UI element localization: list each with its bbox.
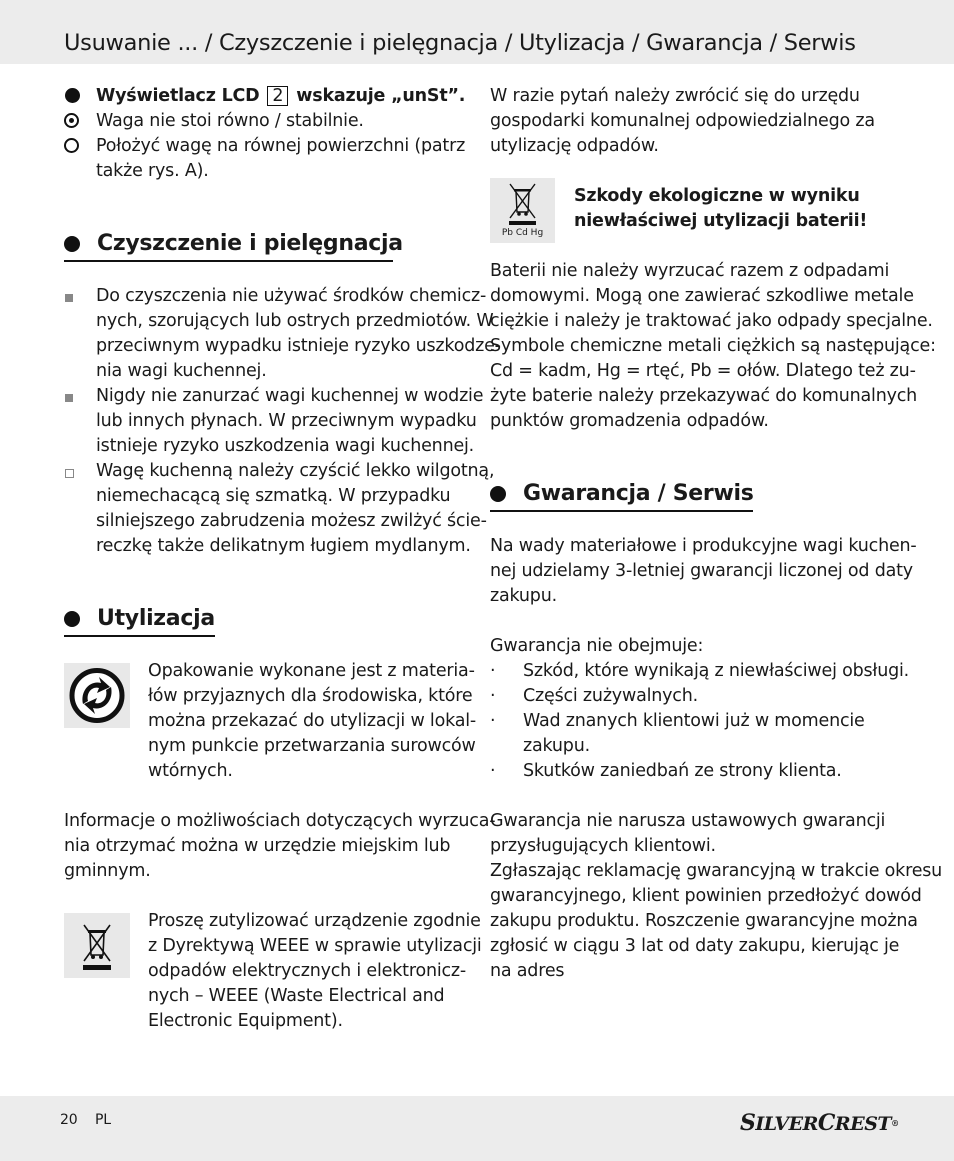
warranty-closing-line: zgłosić w ciągu 3 lat od daty zakupu, kierując je [490, 936, 900, 956]
battery-text-line: żyte baterie należy przekazywać do komunalnych [490, 386, 918, 406]
weee-line: Electronic Equipment). [148, 1011, 343, 1031]
warranty-intro-line: nej udzielamy 3-letniej gwarancji liczonej od daty [490, 561, 913, 581]
battery-text-line: Symbole chemiczne metali ciężkich są następujące: [490, 336, 936, 356]
battery-warning-line: niewłaściwej utylizacji baterii! [574, 211, 868, 231]
remedy-line: Położyć wagę na równej powierzchni (patrz [96, 136, 466, 156]
warranty-intro-line: zakupu. [490, 586, 557, 606]
display-ref-number: 2 [267, 86, 288, 106]
battery-text-line: punktów gromadzenia odpadów. [490, 411, 769, 431]
warranty-closing-line: Gwarancja nie narusza ustawowych gwarancji [490, 811, 886, 831]
cleaning-heading: Czyszczenie i pielęgnacja [97, 231, 403, 256]
exclusion-item: Szkód, które wynikają z niewłaściwej obsługi. [523, 661, 910, 681]
problem-bullet-icon [65, 88, 80, 103]
battery-text-line: domowymi. Mogą one zawierać szkodliwe metale [490, 286, 914, 306]
warranty-intro-line: Na wady materiałowe i produkcyjne wagi kuchen- [490, 536, 917, 556]
cleaning-line: Nigdy nie zanurzać wagi kuchennej w wodzie [96, 386, 484, 406]
heading-underline [64, 260, 393, 262]
cleaning-line: niemechacącą się szmatką. W przypadku [96, 486, 451, 506]
warranty-closing-line: przysługujących klientowi. [490, 836, 716, 856]
packaging-line: wtórnych. [148, 761, 233, 781]
list-bullet: · [490, 711, 496, 731]
cleaning-line: istnieje ryzyko uszkodzenia wagi kuchennej. [96, 436, 475, 456]
warranty-closing-line: Zgłaszając reklamację gwarancyjną w trakcie okresu [490, 861, 943, 881]
battery-warning-line: Szkody ekologiczne w wyniku [574, 186, 860, 206]
packaging-line: nym punkcie przetwarzania surowców [148, 736, 476, 756]
contact-line: W razie pytań należy zwrócić się do urzędu [490, 86, 860, 106]
language-code: PL [95, 1112, 111, 1128]
recycling-icon [64, 663, 130, 728]
list-bullet: · [490, 686, 496, 706]
disposal-heading: Utylizacja [97, 606, 215, 631]
cleaning-line: silniejszego zabrudzenia możesz zwilżyć ście- [96, 511, 487, 531]
exclusion-item: Wad znanych klientowi już w momencie [523, 711, 865, 731]
brand-logo: SILVERCREST® [740, 1110, 899, 1136]
battery-icon-label: Pb Cd Hg [501, 228, 544, 238]
heading-underline [490, 510, 753, 512]
weee-line: odpadów elektrycznych i elektronicz- [148, 961, 467, 981]
cleaning-line: nych, szorujących lub ostrych przedmiotów. W [96, 311, 494, 331]
battery-text-line: ciężkie i należy je traktować jako odpady specjalne. [490, 311, 933, 331]
warranty-heading: Gwarancja / Serwis [523, 481, 754, 506]
square-bullet-icon [65, 294, 73, 302]
page-title: Usuwanie ... / Czyszczenie i pielęgnacja / Utylizacja / Gwarancja / Serwis [64, 30, 856, 56]
exclusion-item: Skutków zaniedbań ze strony klienta. [523, 761, 842, 781]
disposal-info-line: gminnym. [64, 861, 151, 881]
list-bullet: · [490, 761, 496, 781]
exclusion-item: zakupu. [523, 736, 590, 756]
section-bullet-icon [64, 236, 80, 252]
warranty-closing-line: na adres [490, 961, 565, 981]
disposal-info-line: nia otrzymać można w urzędzie miejskim lub [64, 836, 451, 856]
list-bullet: · [490, 661, 496, 681]
cleaning-line: Do czyszczenia nie używać środków chemicz- [96, 286, 487, 306]
cleaning-line: lub innych płynach. W przeciwnym wypadku [96, 411, 477, 431]
remedy-line: także rys. A). [96, 161, 209, 181]
page-number: 20 [60, 1112, 78, 1128]
crossed-bin-icon [64, 913, 130, 978]
warranty-closing-line: zakupu produktu. Roszczenie gwarancyjne można [490, 911, 918, 931]
weee-line: nych – WEEE (Waste Electrical and [148, 986, 445, 1006]
cleaning-line: Wagę kuchenną należy czyścić lekko wilgotną, [96, 461, 495, 481]
disposal-info-line: Informacje o możliwościach dotyczących wyrzuca- [64, 811, 496, 831]
cause-text: Waga nie stoi równo / stabilnie. [96, 111, 364, 131]
heading-underline [64, 635, 215, 637]
contact-line: utylizację odpadów. [490, 136, 659, 156]
cleaning-line: nia wagi kuchennej. [96, 361, 267, 381]
battery-text-line: Cd = kadm, Hg = rtęć, Pb = ołów. Dlatego też zu- [490, 361, 916, 381]
section-bullet-icon [64, 611, 80, 627]
battery-bin-icon [490, 178, 555, 243]
cleaning-line: reczkę także delikatnym ługiem mydlanym. [96, 536, 471, 556]
cause-bullet-icon [64, 113, 79, 128]
packaging-line: można przekazać do utylizacji w lokal- [148, 711, 477, 731]
square-outline-bullet-icon [65, 469, 74, 478]
excludes-label: Gwarancja nie obejmuje: [490, 636, 704, 656]
section-bullet-icon [490, 486, 506, 502]
square-bullet-icon [65, 394, 73, 402]
warranty-closing-line: gwarancyjnego, klient powinien przedłożyć dowód [490, 886, 922, 906]
packaging-line: łów przyjaznych dla środowiska, które [148, 686, 473, 706]
exclusion-item: Części zużywalnych. [523, 686, 698, 706]
cleaning-line: przeciwnym wypadku istnieje ryzyko uszkodze- [96, 336, 501, 356]
weee-line: Proszę zutylizować urządzenie zgodnie [148, 911, 481, 931]
packaging-line: Opakowanie wykonane jest z materia- [148, 661, 475, 681]
battery-text-line: Baterii nie należy wyrzucać razem z odpadami [490, 261, 890, 281]
problem-text: Wyświetlacz LCD 2 wskazuje „unSt”. [96, 86, 466, 106]
remedy-bullet-icon [64, 138, 79, 153]
weee-line: z Dyrektywą WEEE w sprawie utylizacji [148, 936, 482, 956]
contact-line: gospodarki komunalnej odpowiedzialnego za [490, 111, 875, 131]
